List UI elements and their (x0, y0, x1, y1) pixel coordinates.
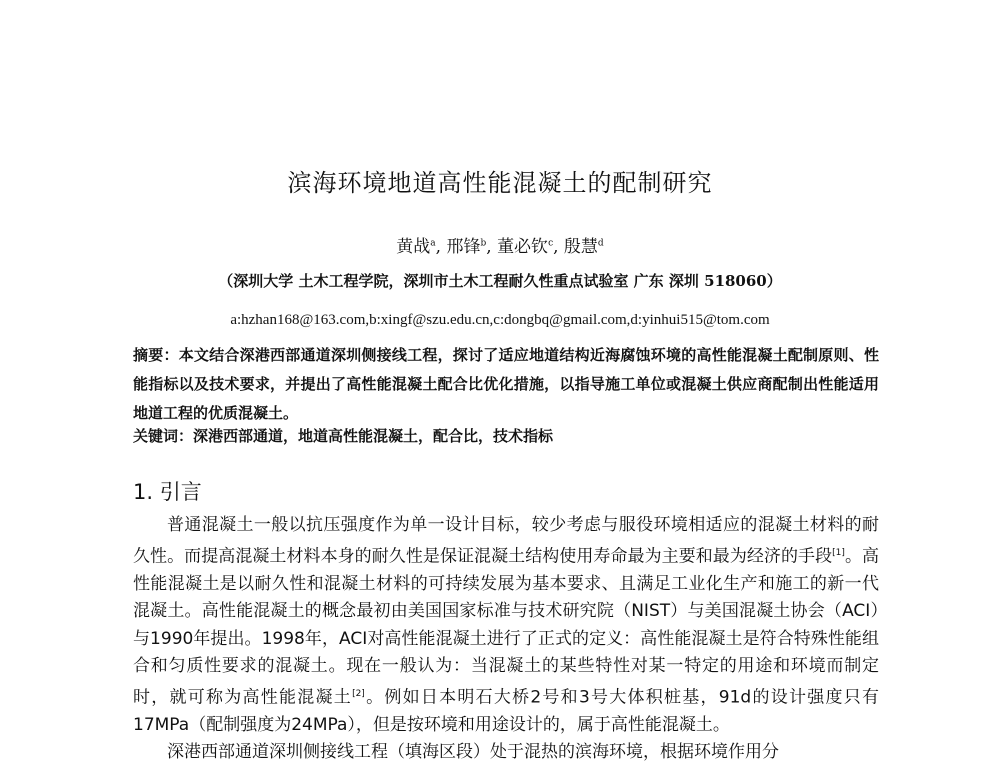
author-separator: , (553, 237, 559, 257)
author-separator: , (486, 237, 492, 257)
abstract-text: 本文结合深港西部通道深圳侧接线工程，探讨了适应地道结构近海腐蚀环境的高性能混凝土配制原则、性能指标以及技术要求，并提出了高性能混凝土配合比优化措施，以指导施工单位或混凝土供应商配制出性能适用地道工程的优质混凝土。 (133, 346, 879, 422)
keywords (133, 424, 879, 448)
keywords-text: 深港西部通道，地道高性能混凝土，配合比，技术指标 (193, 427, 554, 445)
paragraph (133, 512, 879, 739)
abstract-label: 摘要： (133, 346, 179, 364)
keywords-label: 关键词： (133, 427, 194, 445)
author-name: 邢锋 (446, 237, 481, 257)
author-list (0, 232, 1000, 257)
abstract (133, 341, 879, 428)
author-name: 殷慧 (563, 237, 598, 257)
author-mark: d (597, 238, 604, 249)
body-text (133, 512, 879, 767)
author-mark: c (548, 238, 554, 249)
author-separator: , (435, 237, 442, 257)
paper-title: 滨海环境地道高性能混凝土的配制研究 (287, 169, 713, 197)
author-mark: b (480, 238, 487, 249)
affiliation: （深圳大学 土木工程学院，深圳市土木工程耐久性重点试验室 广东 深圳 518060） (218, 272, 782, 290)
citation: [2] (352, 688, 365, 699)
citation: [1] (832, 547, 845, 558)
paragraph-text: 普通混凝土一般以抗压强度作为单一设计目标，较少考虑与服役环境相适应的混凝土材料的耐久性。而提高混凝土材料本身的耐久性是保证混凝土结构使用寿命最为主要和最为经济的手段 (133, 515, 879, 567)
author-mark: a (430, 238, 436, 249)
paragraph-text: 。例如日本明石大桥2号和3号大体积桩基，91d的设计强度只有17MPa（配制强度为24MPa），但是按环境和用途设计的，属于高性能混凝土。 (133, 687, 879, 735)
paragraph: 深港西部通道深圳侧接线工程（填海区段）处于混热的滨海环境，根据环境作用分 (167, 742, 779, 763)
paragraph-text: 。高性能混凝土是以耐久性和混凝土材料的可持续发展为基本要求、且满足工业化生产和施工的新一代混凝土。高性能混凝土的概念最初由美国国家标准与技术研究院（NIST）与美国混凝土协会（ACI）与1990年提出。1998年，ACI对高性能混凝土进行了正式的定义：高性能混凝土是符合特殊性能组合和匀质性要求的混凝土。现在一般认为：当混凝土的某些特性对某一特定的用途和环境而制定时，就可称为高性能混凝土 (133, 546, 880, 708)
author-emails: a:hzhan168@163.com,b:xingf@szu.edu.cn,c:dongbq@gmail.com,d:yinhui515@tom.com (230, 312, 770, 328)
author-name: 黄战 (396, 237, 431, 257)
author-name: 董必钦 (497, 237, 549, 257)
section-heading: 1. 引言 (133, 480, 202, 504)
